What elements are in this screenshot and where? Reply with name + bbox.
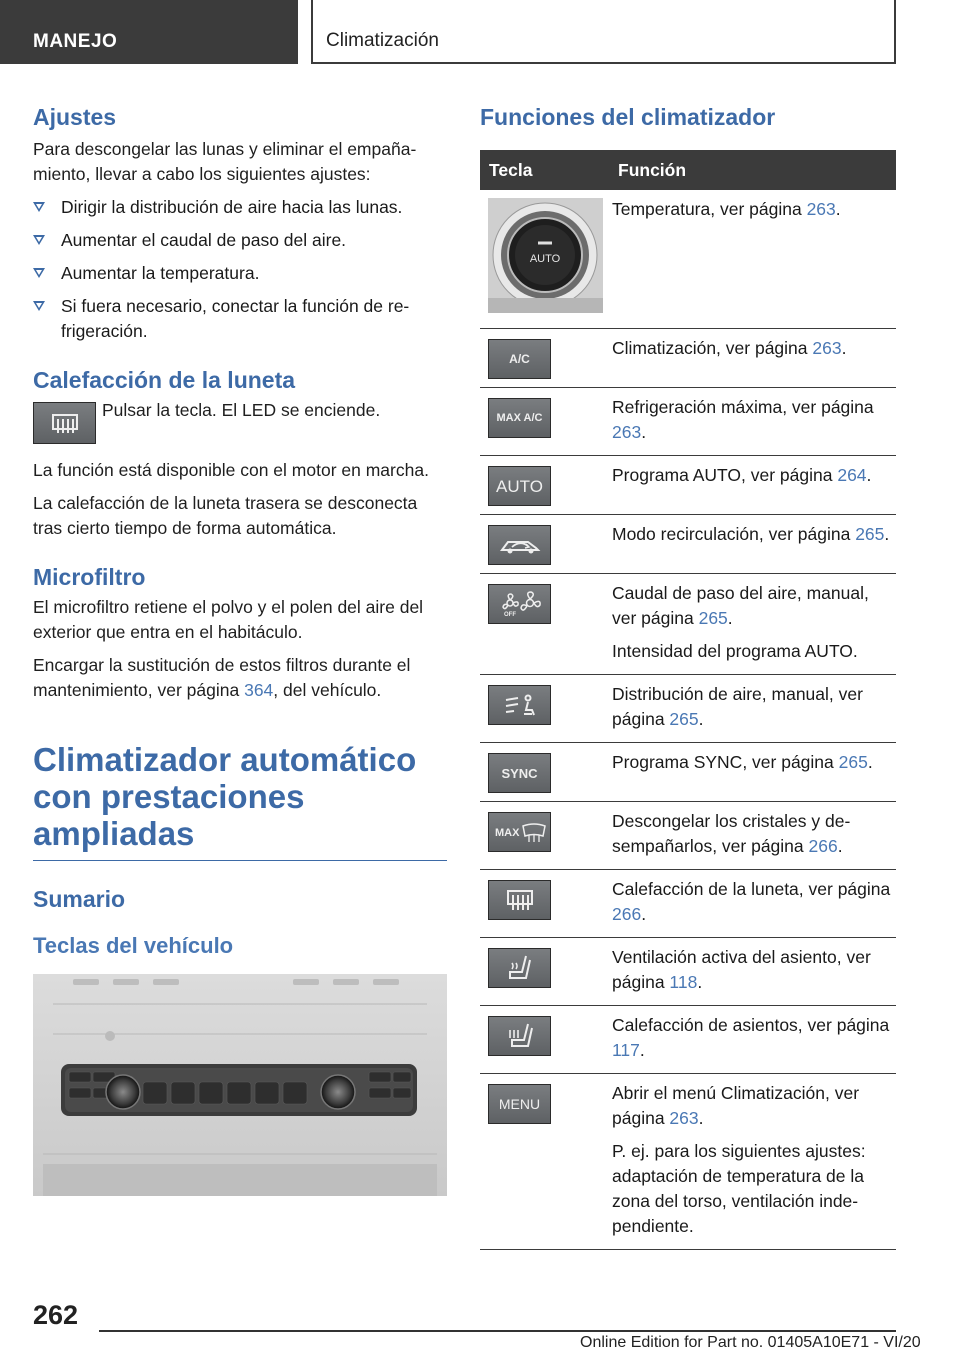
table-row [480,515,896,574]
luneta-heading: Calefacción de la luneta [33,367,296,393]
function-text: Caudal de paso del aire, manual, ver página 265. [612,583,869,628]
edition-text: Online Edition for Part no. 01405A10E71 - VI/20 [580,1334,921,1351]
function-text: Calefacción de asientos, ver página 117. [612,1015,890,1060]
luneta-p2: La calefacción de la luneta trasera se desconecta tras cierto tiempo de forma automática. [33,493,418,538]
ac-key-label: A/C [509,351,530,366]
luneta-p1: La función está disponible con el motor en marcha. [33,460,429,480]
list-item: Si fuera necesario, conectar la función de refrigeración. [33,294,447,344]
triangle-bullet-icon [33,202,45,212]
rear-defrost-icon [505,888,535,912]
page-link[interactable]: 265 [669,709,699,729]
page-number: 262 [33,1300,79,1330]
triangle-bullet-icon [33,235,45,245]
ajustes-heading: Ajustes [33,104,117,130]
air-distribution-key [488,685,551,725]
chapter-heading: Climatizador automático con prestaciones ampliadas [33,741,447,861]
function-text: Temperatura, ver página 263. [612,199,841,219]
function-extra-text: Intensidad del programa AUTO. [612,641,858,661]
page-link[interactable]: 118 [669,972,698,992]
table-row [480,743,896,802]
table-row [480,456,896,515]
rear-window-heat-key [488,880,551,920]
page-link[interactable]: 263 [812,338,842,358]
table-row [480,1074,896,1250]
recirculation-icon [498,534,542,556]
table-heading: Funciones del climatizador [480,104,776,130]
max-ac-key [488,398,551,438]
table-row [480,388,896,456]
table-row [480,190,896,329]
menu-key [488,1084,551,1124]
seat-ventilation-key [488,948,551,988]
right-column [480,100,896,1250]
page-link[interactable]: 263 [612,422,642,442]
luneta-press-row [33,402,447,444]
page-link[interactable]: 263 [806,199,836,219]
table-row [480,938,896,1006]
seat-heating-key [488,1016,551,1056]
fan-icon [496,591,544,617]
air-distribution-icon [502,692,538,718]
table-row [480,675,896,743]
page-link[interactable]: 364 [244,680,274,700]
menu-key-label: MENU [498,1095,541,1112]
page-link[interactable]: 263 [669,1108,699,1128]
microfiltro-heading: Microfiltro [33,564,146,590]
list-item: Aumentar la temperatura. [33,261,447,286]
auto-key [488,466,551,506]
luneta-press-text: Pulsar la tecla. El LED se enciende. [102,400,381,420]
sync-key-label: SYNC [501,765,538,781]
max-defrost-key [488,812,551,852]
svg-text:AUTO: AUTO [529,253,561,265]
sync-key [488,753,551,793]
vehicle-panel-image [33,974,447,1196]
ajustes-intro: Para descongelar las lunas y eliminar el empañamiento, llevar a cabo los siguientes ajustes: [33,139,417,184]
table-row [480,574,896,675]
max-ac-key-label: MAX A/C [496,411,543,424]
page-link[interactable]: 266 [808,836,838,856]
function-text: Calefacción de la luneta, ver página 266. [612,879,891,924]
triangle-bullet-icon [33,268,45,278]
function-text: Climatización, ver página 263. [612,338,847,358]
triangle-bullet-icon [33,301,45,311]
function-text: Distribución de aire, manual, ver página 265. [612,684,863,729]
page-link[interactable]: 265 [855,524,885,544]
table-header-row [480,150,896,190]
fan-key [488,584,551,624]
rear-defrost-key [33,402,96,444]
temperature-knob-icon [488,198,603,313]
page-link[interactable]: 265 [698,608,728,628]
seat-ventilation-icon [504,954,536,982]
table-row [480,329,896,388]
auto-key-label: AUTO [496,476,543,496]
table-row [480,802,896,870]
col-header-function: Función [609,150,896,190]
svg-text:MAX: MAX [494,827,519,839]
col-header-key: Tecla [480,150,609,190]
function-text: Ventilación activa del asiento, ver página 118. [612,947,871,992]
function-text: Descongelar los cristales y desempañarlos, ver página 266. [612,811,851,856]
microfiltro-p2: Encargar la sustitución de estos filtros durante el mantenimiento, ver página 364, del vehículo. [33,655,411,700]
page-link[interactable]: 266 [612,904,642,924]
page-link[interactable]: 264 [837,465,867,485]
svg-text:OFF: OFF [503,612,516,617]
function-extra-text: P. ej. para los siguientes ajustes: adaptación de temperatura de la zona del torso, ventilación independiente. [612,1141,866,1236]
function-text: Programa SYNC, ver página 265. [612,752,873,772]
table-row [480,870,896,938]
list-item: Dirigir la distribución de aire hacia las lunas. [33,195,447,220]
ajustes-list [33,195,447,344]
functions-table [480,150,896,1250]
rear-defrost-icon [50,412,80,434]
left-column [33,100,447,1196]
seat-heating-icon [504,1022,536,1050]
recirculation-key [488,525,551,565]
teclas-heading: Teclas del vehículo [33,933,234,958]
page-link[interactable]: 117 [612,1040,640,1060]
section-tab: MANEJO [0,0,298,64]
chapter-title: Climatización [311,0,896,64]
max-defrost-icon [493,820,547,844]
ac-key [488,339,551,379]
function-text: Programa AUTO, ver página 264. [612,465,872,485]
list-item: Aumentar el caudal de paso del aire. [33,228,447,253]
sumario-heading: Sumario [33,886,126,912]
function-text: Abrir el menú Climatización, ver página 263. [612,1083,860,1128]
function-text: Modo recirculación, ver página 265. [612,524,890,544]
function-text: Refrigeración máxima, ver página 263. [612,397,874,442]
page-link[interactable]: 265 [838,752,868,772]
microfiltro-p1: El microfiltro retiene el polvo y el polen del aire del exterior que entra en el habitáculo. [33,597,424,642]
table-row [480,1006,896,1074]
footer-divider [99,1330,896,1332]
